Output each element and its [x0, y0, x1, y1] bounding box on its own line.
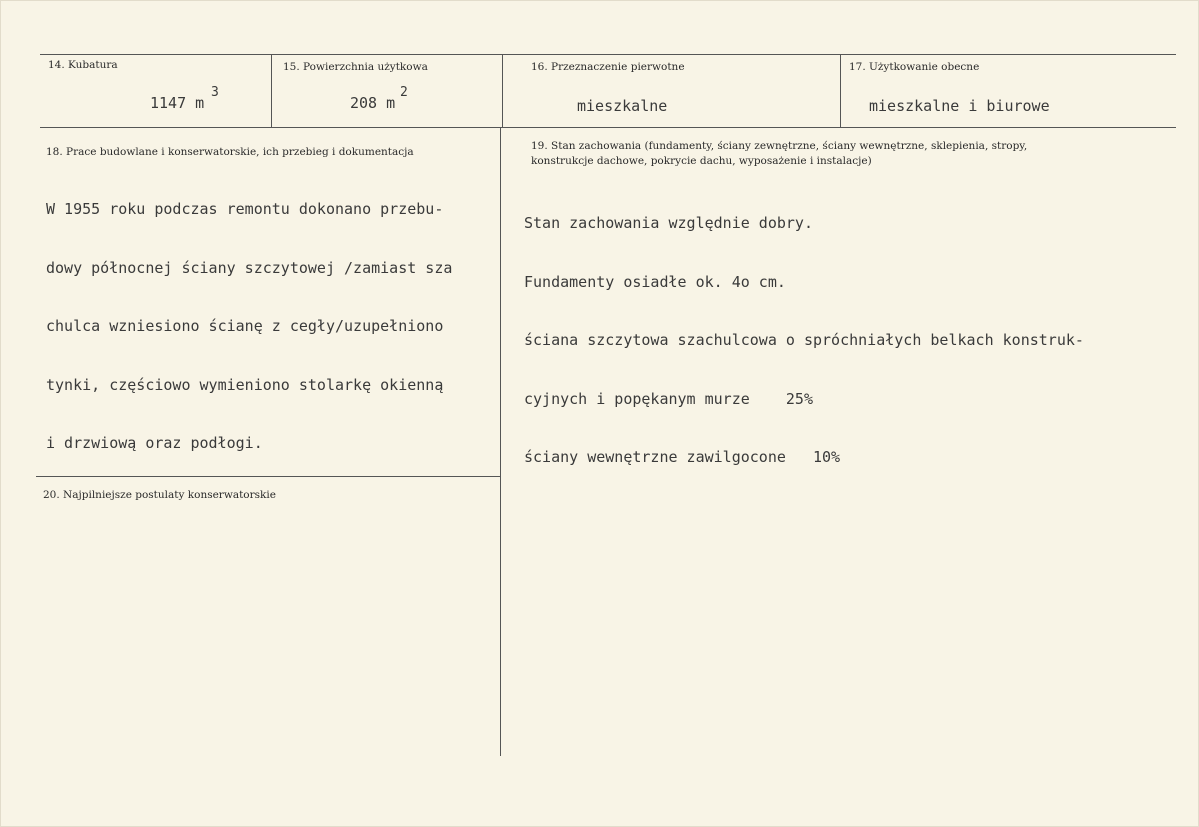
stan-label-line2: konstrukcje dachowe, pokrycie dachu, wyposażenie i instalacje) [531, 155, 872, 167]
prace-line: tynki, częściowo wymieniono stolarkę okienną [46, 375, 444, 394]
prace-line: dowy północnej ściany szczytowej /zamiast sza [46, 258, 453, 277]
prace-line: chulca wzniesiono ścianę z cegły/uzupełniono [46, 317, 444, 335]
kubatura-label: 14. Kubatura [48, 59, 118, 71]
stan-text [524, 175, 1084, 507]
stan-line: Fundamenty osiadłe ok. 4o cm. [524, 272, 786, 291]
powierzchnia-label: 15. Powierzchnia użytkowa [283, 61, 428, 73]
kubatura-value: 1147 m [150, 94, 205, 112]
divider-15-16 [502, 55, 503, 127]
stan-label-line1: 19. Stan zachowania (fundamenty, ściany zewnętrzne, ściany wewnętrzne, sklepienia, stropy, [531, 140, 1028, 152]
prace-line: W 1955 roku podczas remontu dokonano przebu- [46, 200, 444, 218]
prace-line: i drzwiową oraz podłogi. [46, 434, 263, 452]
przeznaczenie-label: 16. Przeznaczenie pierwotne [531, 61, 685, 73]
row1-bottom-rule [40, 127, 1176, 128]
powierzchnia-exponent: 2 [400, 85, 408, 100]
przeznaczenie-value: mieszkalne [577, 97, 668, 115]
kubatura-exponent: 3 [211, 85, 219, 100]
uzytkowanie-label: 17. Użytkowanie obecne [849, 61, 980, 73]
prace-text [46, 161, 452, 493]
top-rule [40, 54, 1176, 55]
divider-18-19 [500, 128, 501, 756]
stan-line: cyjnych i popękanym murze 25% [524, 389, 813, 408]
prace-label: 18. Prace budowlane i konserwatorskie, ich przebieg i dokumentacja [46, 146, 414, 158]
powierzchnia-value: 208 m [350, 94, 396, 112]
postulaty-label: 20. Najpilniejsze postulaty konserwatorskie [43, 489, 276, 501]
divider-16-17 [840, 55, 841, 127]
uzytkowanie-value: mieszkalne i biurowe [869, 97, 1050, 115]
stan-line: ściana szczytowa szachulcowa o spróchniałych belkach konstruk- [524, 331, 1084, 349]
divider-14-15 [271, 55, 272, 127]
stan-line: Stan zachowania względnie dobry. [524, 214, 813, 232]
stan-line: ściany wewnętrzne zawilgocone 10% [524, 448, 841, 466]
